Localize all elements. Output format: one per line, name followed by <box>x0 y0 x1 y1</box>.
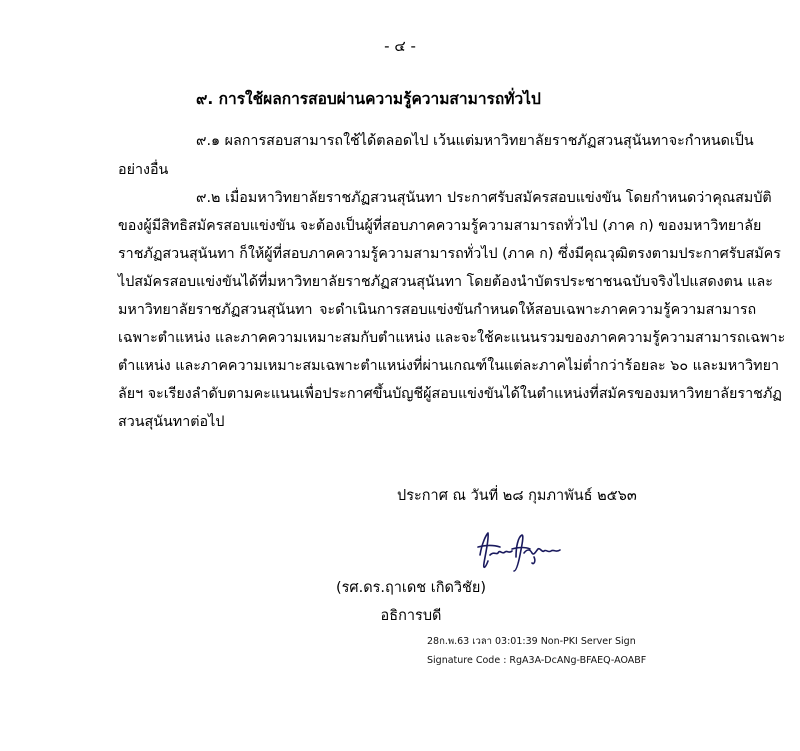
paragraph-2-line-3: ราชภัฏสวนสุนันทา ก็ให้ผู้ที่สอบภาคความรู้ความสามารถทั่วไป (ภาค ก) ซึ่งมีคุณวุฒิตรงตามประกาศรับสมัคร <box>118 246 781 262</box>
paragraph-2-line-7: ตำแหน่ง และภาคความเหมาะสมเฉพาะตำแหน่งที่ผ่านเกณฑ์ในแต่ละภาคไม่ต่ำกว่าร้อยละ ๖๐ และมหาวิทยา <box>118 358 780 374</box>
paragraph-1-line-1: ๙.๑ ผลการสอบสามารถใช้ได้ตลอดไป เว้นแต่มหาวิทยาลัยราชภัฏสวนสุนันทาจะกำหนดเป็น <box>196 133 754 149</box>
paragraph-2-line-6: เฉพาะตำแหน่ง และภาคความเหมาะสมกับตำแหน่ง และจะใช้คะแนนรวมของภาคความรู้ความสามารถเฉพาะ <box>118 330 786 346</box>
signer-name: (รศ.ดร.ฤาเดช เกิดวิชัย) <box>335 580 487 596</box>
paragraph-2-line-8: ลัยฯ จะเรียงลำดับตามคะแนนเพื่อประกาศขึ้นบัญชีผู้สอบแข่งขันได้ในตำแหน่งที่สมัครของมหาวิทยาลัยราชภัฏ <box>118 386 782 402</box>
paragraph-2-line-2: ของผู้มีสิทธิสมัครสอบแข่งขัน จะต้องเป็นผู้ที่สอบภาคความรู้ความสามารถทั่วไป (ภาค ก) ของมหาวิทยาลัย <box>118 218 762 234</box>
announcement-date: ประกาศ ณ วันที่ ๒๘ กุมภาพันธ์ ๒๕๖๓ <box>397 488 637 504</box>
paragraph-2-line-1: ๙.๒ เมื่อมหาวิทยาลัยราชภัฏสวนสุนันทา ประกาศรับสมัครสอบแข่งขัน โดยกำหนดว่าคุณสมบัติ <box>196 190 772 206</box>
signer-title: อธิการบดี <box>380 608 442 624</box>
paragraph-1-line-2: อย่างอื่น <box>118 162 169 178</box>
section-heading: ๙. การใช้ผลการสอบผ่านความรู้ความสามารถทั่วไป <box>196 90 541 108</box>
page-number: - ๔ - <box>384 37 416 55</box>
handwritten-signature <box>472 525 572 577</box>
paragraph-2-line-5: มหาวิทยาลัยราชภัฏสวนสุนันทา จะดำเนินการสอบแข่งขันกำหนดให้สอบเฉพาะภาคความรู้ความสามารถ <box>118 302 757 318</box>
paragraph-2-line-4: ไปสมัครสอบแข่งขันได้ที่มหาวิทยาลัยราชภัฏสวนสุนันทา โดยต้องนำบัตรประชาชนฉบับจริงไปแสดงตน และ <box>118 274 773 290</box>
e-sign-timestamp: 28ก.พ.63 เวลา 03:01:39 Non-PKI Server Sign <box>427 636 636 647</box>
e-sign-code: Signature Code : RgA3A-DcANg-BFAEQ-AOABF <box>427 655 647 666</box>
paragraph-2-line-9: สวนสุนันทาต่อไป <box>118 414 225 430</box>
